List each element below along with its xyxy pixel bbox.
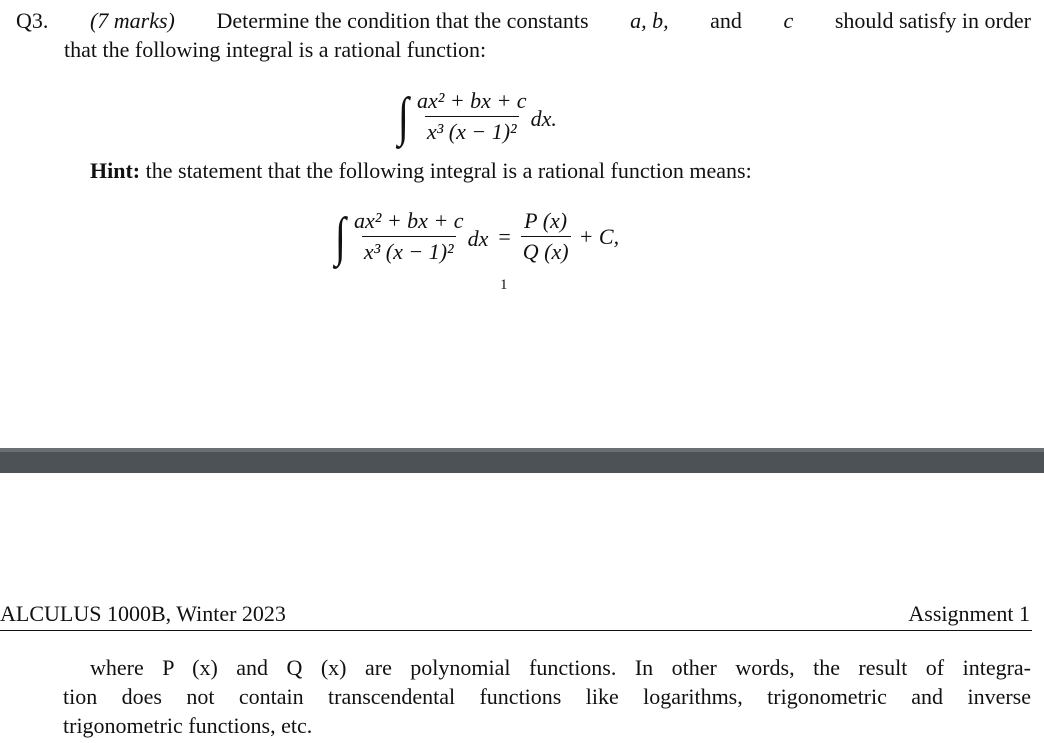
integral-sign-2: ∫ [335,206,346,267]
integral-equation-2 [335,208,619,265]
question-line-2: that the following integral is a rational function: [64,37,487,62]
integrand-numerator: ax² + bx + c [416,88,527,113]
page-separator [0,448,1044,473]
continuation-line-1: where P (x) and Q (x) are polynomial functions. In other words, the result of integra- [90,655,1031,680]
header-assignment: Assignment 1 [908,601,1030,626]
page-number: 1 [500,277,508,293]
question-line1-tail: should satisfy in order [834,8,1031,33]
header-course: ALCULUS 1000B, Winter 2023 [0,601,286,626]
question-vars: a, b, [630,8,669,33]
header-rule [0,630,1032,631]
continuation-line-2: tion does not contain transcendental functions like logarithms, trigonometric and inverse [63,684,1031,709]
page-bottom [0,473,1044,743]
integral-equation-1 [398,88,557,145]
continuation-line-3: trigonometric functions, etc. [63,713,313,738]
rational-numerator: P (x) [524,208,568,233]
rational-fraction [521,208,571,265]
question-and: and [710,8,742,33]
question-text [16,6,1031,64]
hint-paragraph [90,158,752,184]
continuation-paragraph [63,653,1031,740]
running-header [0,601,1030,627]
integrand-fraction-2 [352,208,466,265]
differential-2: dx [467,225,489,251]
integral-sign: ∫ [398,86,409,147]
constant-term: + C, [578,223,620,249]
hint-label: Hint: [90,158,141,183]
integrand-denominator: x³ (x − 1)² [425,116,519,145]
question-c: c [783,8,794,33]
equals-sign: = [498,223,511,249]
question-marks: (7 marks) [89,8,175,33]
hint-text: the statement that the following integral is a rational function means: [145,158,752,183]
integrand-denominator-2: x³ (x − 1)² [362,236,456,265]
integrand-fraction [415,88,529,145]
question-line-1 [16,6,1031,35]
question-number: Q3. [16,8,49,33]
integrand-numerator-2: ax² + bx + c [353,208,464,233]
differential: dx. [530,105,557,131]
question-line1-rest: Determine the condition that the constants [216,8,589,33]
rational-denominator: Q (x) [521,236,571,265]
